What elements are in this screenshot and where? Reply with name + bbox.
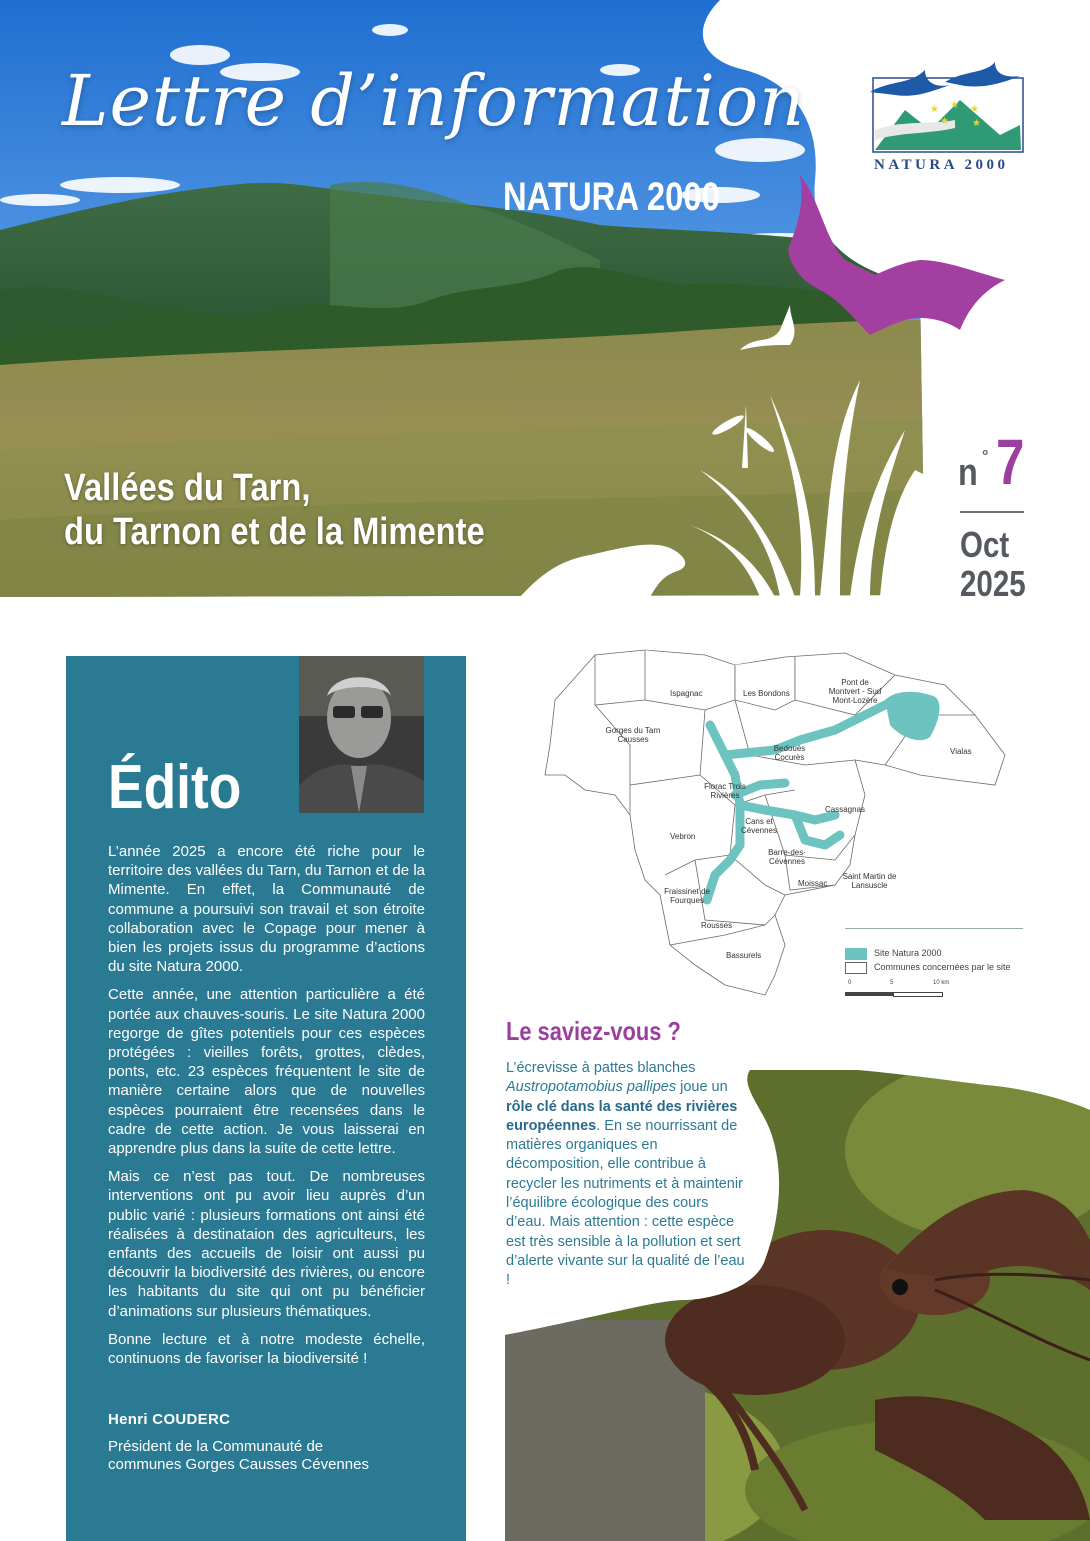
- issue-divider: [960, 511, 1024, 513]
- commune-label: Cassagnas: [825, 805, 866, 814]
- svg-text:★: ★: [970, 104, 979, 115]
- saviez-text-part: L’écrevisse à pattes blanches: [506, 1060, 696, 1076]
- saviez-vous-heading: Le saviez-vous ?: [506, 1016, 681, 1046]
- commune-label: Les Bondons: [743, 689, 790, 698]
- natura2000-logo-icon: [870, 62, 1023, 152]
- saviez-vous-text: [506, 1059, 751, 1291]
- commune-label: Barre-des-Cévennes: [768, 848, 806, 866]
- commune-label: Vialas: [950, 747, 972, 756]
- issue-month: Oct: [960, 524, 1010, 565]
- legend-site-swatch: [845, 948, 867, 960]
- commune-label: Ispagnac: [670, 689, 703, 698]
- svg-text:★: ★: [972, 118, 981, 129]
- edito-paragraph: L’année 2025 a encore été riche pour le territoire des vallées du Tarn, du Tarnon et de la Mimente. En effet, la Communauté de commune a poursuivi son travail et son étroite collaboration avec le Copage pour mener à bien les projets issus du programme d’actions du site Natura 2000.: [108, 843, 425, 976]
- role-line2: communes Gorges Causses Cévennes: [108, 1455, 369, 1473]
- issue-number: 7: [996, 426, 1025, 498]
- saviez-text-part: . En se nourrissant de matières organiques en décomposition, elle contribue à recycler les nutriments et à maintenir l’équilibre écologique des cours d’eau. Mais attention : cette espèce est très sensible à la pollution et sert d’alerte vivante sur la qualité de l’eau !: [506, 1117, 745, 1289]
- commune-label: Cans et Cévennes: [740, 817, 778, 835]
- site-name-line2: du Tarnon et de la Mimente: [64, 511, 485, 553]
- edito-text: [108, 842, 425, 1377]
- commune-label: Bedouès Cocurès: [773, 744, 806, 762]
- scale-zero: 0: [848, 980, 852, 986]
- svg-text:★: ★: [930, 104, 939, 115]
- commune-label: Bassurels: [726, 951, 762, 960]
- edito-paragraph: Cette année, une attention particulière a été portée aux chauves-souris. Le site Natura 2000 regorge de gîtes potentiels pour ces espèces protégées : vieilles forêts, grottes, clèdes, ponts, etc. 23 espèces fréquentent le site de manière certaine alors que de nouvelles espèces pourraient être recensées dans le cadre de cette action. Je vous laisserai en apprendre plus dans la suite de cette lettre.: [108, 986, 425, 1158]
- commune-label: Moissac: [798, 879, 828, 888]
- commune-label: Fraissinet de Fourques: [664, 887, 710, 905]
- scale-max: 10 km: [933, 980, 950, 986]
- saviez-text-part: joue un: [676, 1079, 728, 1096]
- scale-bar-dark: [845, 992, 893, 996]
- svg-text:★: ★: [950, 100, 959, 111]
- edito-heading: Édito: [108, 753, 242, 822]
- logo-label: NATURA 2000: [874, 157, 1009, 173]
- commune-label: Florac Trois Rivières: [704, 782, 746, 800]
- commune-label: Vebron: [670, 832, 696, 841]
- commune-label: Rousses: [701, 921, 733, 930]
- site-name: [64, 466, 485, 554]
- svg-text:★: ★: [940, 116, 949, 127]
- author-portrait-photo: [299, 656, 424, 813]
- legend-communes-label: Communes concernées par le site: [874, 962, 1011, 972]
- saviez-emphasis: rôle clé dans la santé des rivières européennes: [506, 1098, 738, 1134]
- edito-paragraph: Bonne lecture et à notre modeste échelle, continuons de favoriser la biodiversité !: [108, 1330, 425, 1368]
- issue-degree: °: [982, 448, 989, 465]
- edito-author-role: [108, 1438, 428, 1473]
- scale-bar-light: [893, 992, 943, 997]
- role-line1: Président de la Communauté de: [108, 1438, 324, 1455]
- edito-signature: Henri COUDERC: [108, 1411, 231, 1428]
- legend-communes-swatch: [845, 962, 867, 974]
- site-name-line1: Vallées du Tarn,: [64, 467, 311, 509]
- commune-label: Gorges du Tarn Causses: [605, 726, 661, 744]
- legend-site-label: Site Natura 2000: [874, 948, 942, 958]
- scale-mid: 5: [890, 980, 894, 986]
- legend-divider: [845, 928, 1023, 929]
- site-map: [535, 645, 1010, 1000]
- newsletter-subtitle-natura: NATURA 2000: [503, 175, 720, 219]
- species-latin-name: Austropotamobius pallipes: [506, 1079, 677, 1096]
- issue-year: 2025: [960, 563, 1026, 604]
- newsletter-title: Lettre d’information: [62, 60, 806, 142]
- issue-prefix: n: [958, 452, 978, 494]
- commune-label: Saint Martin de Lansuscle: [842, 872, 897, 890]
- edito-paragraph: Mais ce n’est pas tout. De nombreuses interventions ont pu avoir lieu auprès d’un public varié : plusieurs formations ont ainsi été réalisées à destinataion des agriculteurs, les enfants des accueils de loisir ont aussi pu découvrir la biodiversité des rivières, ou encore les habitants du site qui ont pu bénéficier d’animations sur plusieurs thématiques.: [108, 1168, 425, 1320]
- commune-label: Pont de Montvert - Sud Mont-Lozère: [828, 678, 882, 705]
